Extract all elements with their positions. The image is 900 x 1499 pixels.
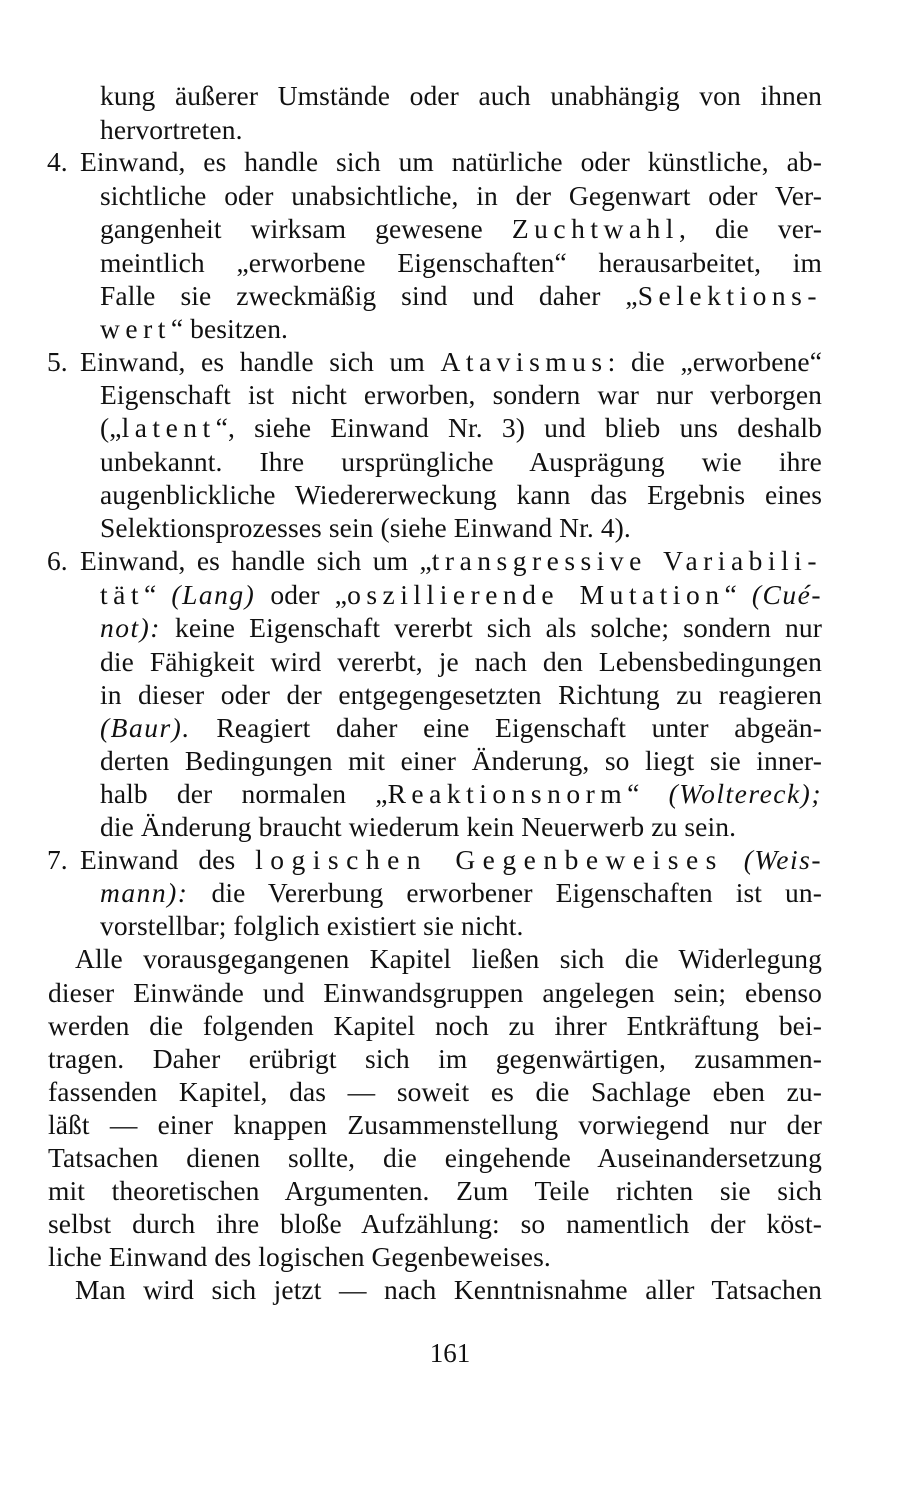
text-line [48, 1009, 822, 1043]
spaced-term: tät [100, 579, 144, 610]
spaced-term: wert [100, 313, 171, 344]
text-run [724, 844, 744, 875]
text-run: augenblickliche Wiedererweckung kann das Ergebnis eines [100, 479, 822, 510]
author-citation: mann): [100, 877, 189, 908]
spaced-term: transgressive Variabili- [431, 545, 822, 576]
text-line [100, 179, 822, 213]
spaced-term: Reaktionsnorm [387, 778, 628, 809]
text-line [80, 145, 822, 179]
list-number: 4. [47, 146, 68, 177]
text-line [48, 1207, 822, 1241]
text-line [100, 478, 822, 512]
text-run: “ [724, 579, 752, 610]
list-number: 5. [47, 346, 68, 377]
text-line [100, 212, 822, 246]
text-line [80, 345, 822, 379]
text-run: Einwand, es handle sich um „ [80, 545, 432, 576]
text-run: Selektionsprozesses sein (siehe Einwand Nr. 4). [100, 512, 631, 543]
text-line [48, 976, 822, 1010]
text-run: , die ver- [678, 213, 822, 244]
text-run: die Vererbung erworbener Eigenschaften ist un- [188, 877, 822, 908]
text-run: tragen. Daher erübrigt sich im gegenwärtigen, zusammen- [48, 1043, 822, 1074]
text-line [100, 411, 822, 445]
text-line [100, 279, 822, 313]
text-run: Tatsachen dienen sollte, die eingehende Auseinandersetzung [48, 1142, 822, 1173]
text-run: Einwand, es handle sich um [80, 346, 441, 377]
text-run: oder „ [255, 579, 348, 610]
text-line [100, 511, 822, 545]
text-run: Einwand, es handle sich um natürliche oder künstliche, ab- [80, 146, 822, 177]
text-run: dieser Einwände und Einwandsgruppen angelegen sein; ebenso [48, 977, 822, 1008]
text-run: : die „erworbene“ [607, 346, 822, 377]
text-run: kung äußerer Umstände oder auch unabhängig von ihnen [100, 80, 822, 111]
author-citation: (Woltereck); [668, 778, 823, 809]
text-line [100, 113, 822, 147]
text-line [100, 246, 822, 280]
author-citation: (Lang) [171, 579, 256, 610]
list-number: 7. [47, 844, 68, 875]
text-line [100, 810, 822, 844]
text-run: halb der normalen „ [100, 778, 388, 809]
text-run: “ [627, 778, 669, 809]
text-line [100, 711, 822, 745]
text-run: läßt — einer knappen Zusammenstellung vorwiegend nur der [48, 1109, 822, 1140]
text-line [100, 678, 822, 712]
text-run: in dieser oder der entgegengesetzten Richtung zu reagieren [100, 679, 822, 710]
list-number: 6. [47, 545, 68, 576]
text-line [75, 942, 822, 976]
text-run: Falle sie zweckmäßig sind und daher „ [100, 280, 638, 311]
text-line [100, 79, 822, 113]
text-run: derten Bedingungen mit einer Änderung, so liegt sie inner- [100, 745, 822, 776]
text-run: Eigenschaft ist nicht erworben, sondern war nur verborgen [100, 379, 822, 410]
author-citation: (Baur). [100, 712, 191, 743]
text-run: hervortreten. [100, 114, 243, 145]
text-run: unbekannt. Ihre ursprüngliche Ausprägung wie ihre [100, 446, 822, 477]
text-run: Einwand des [80, 844, 256, 875]
text-line [48, 1174, 822, 1208]
text-line [80, 843, 822, 877]
text-line [100, 645, 822, 679]
text-line [100, 312, 822, 346]
author-citation: (Cué- [751, 579, 822, 610]
text-line [48, 1240, 822, 1274]
text-line [100, 445, 822, 479]
page-number: 161 [429, 1338, 471, 1368]
spaced-term: Selektions- [637, 280, 822, 311]
spaced-term: Zuchtwahl [511, 213, 679, 244]
text-run: die Änderung braucht wiederum kein Neuerwerb zu sein. [100, 811, 737, 842]
text-run: meintlich „erworbene Eigenschaften“ herausarbeitet, im [100, 247, 822, 278]
text-line [100, 909, 822, 943]
spaced-term: Atavismus [440, 346, 608, 377]
text-run: “, siehe Einwand Nr. 3) und blieb uns deshalb [215, 412, 822, 443]
text-line [48, 1108, 822, 1142]
text-run: die Fähigkeit wird vererbt, je nach den Lebensbedingungen [100, 646, 822, 677]
text-line [48, 1141, 822, 1175]
text-line [100, 876, 822, 910]
spaced-term: latent [121, 412, 216, 443]
author-citation: not): [100, 612, 161, 643]
text-line [100, 611, 822, 645]
text-run: fassenden Kapitel, das — soweit es die Sachlage eben zu- [48, 1076, 822, 1107]
text-run: selbst durch ihre bloße Aufzählung: so namentlich der köst- [48, 1208, 822, 1239]
text-run: werden die folgenden Kapitel noch zu ihrer Entkräftung bei- [48, 1010, 822, 1041]
text-run: vorstellbar; folglich existiert sie nicht. [100, 910, 524, 941]
text-line [100, 744, 822, 778]
text-line [100, 378, 822, 412]
text-run: “ besitzen. [170, 313, 289, 344]
text-line [100, 578, 822, 612]
text-run: gangenheit wirksam gewesene [100, 213, 512, 244]
text-line [80, 544, 822, 578]
text-line [48, 1042, 822, 1076]
text-run: mit theoretischen Argumenten. Zum Teile richten sie sich [48, 1175, 822, 1206]
text-run: Reagiert daher eine Eigenschaft unter abgeän- [190, 712, 822, 743]
spaced-term: logischen Gegenbeweises [255, 844, 724, 875]
text-run: “ [144, 579, 172, 610]
text-run: Man wird sich jetzt — nach Kenntnisnahme aller Tatsachen [75, 1274, 822, 1305]
text-run: keine Eigenschaft vererbt sich als solche; sondern nur [160, 612, 822, 643]
spaced-term: oszillierende Mutation [347, 579, 725, 610]
text-line [100, 777, 822, 811]
author-citation: (Weis- [743, 844, 822, 875]
text-run: liche Einwand des logischen Gegenbeweises. [48, 1241, 551, 1272]
text-run: Alle vorausgegangenen Kapitel ließen sich die Widerlegung [75, 943, 822, 974]
text-run: sichtliche oder unabsichtliche, in der Gegenwart oder Ver- [100, 180, 822, 211]
text-line [75, 1273, 822, 1307]
text-line [48, 1075, 822, 1109]
text-run: („ [100, 412, 122, 443]
